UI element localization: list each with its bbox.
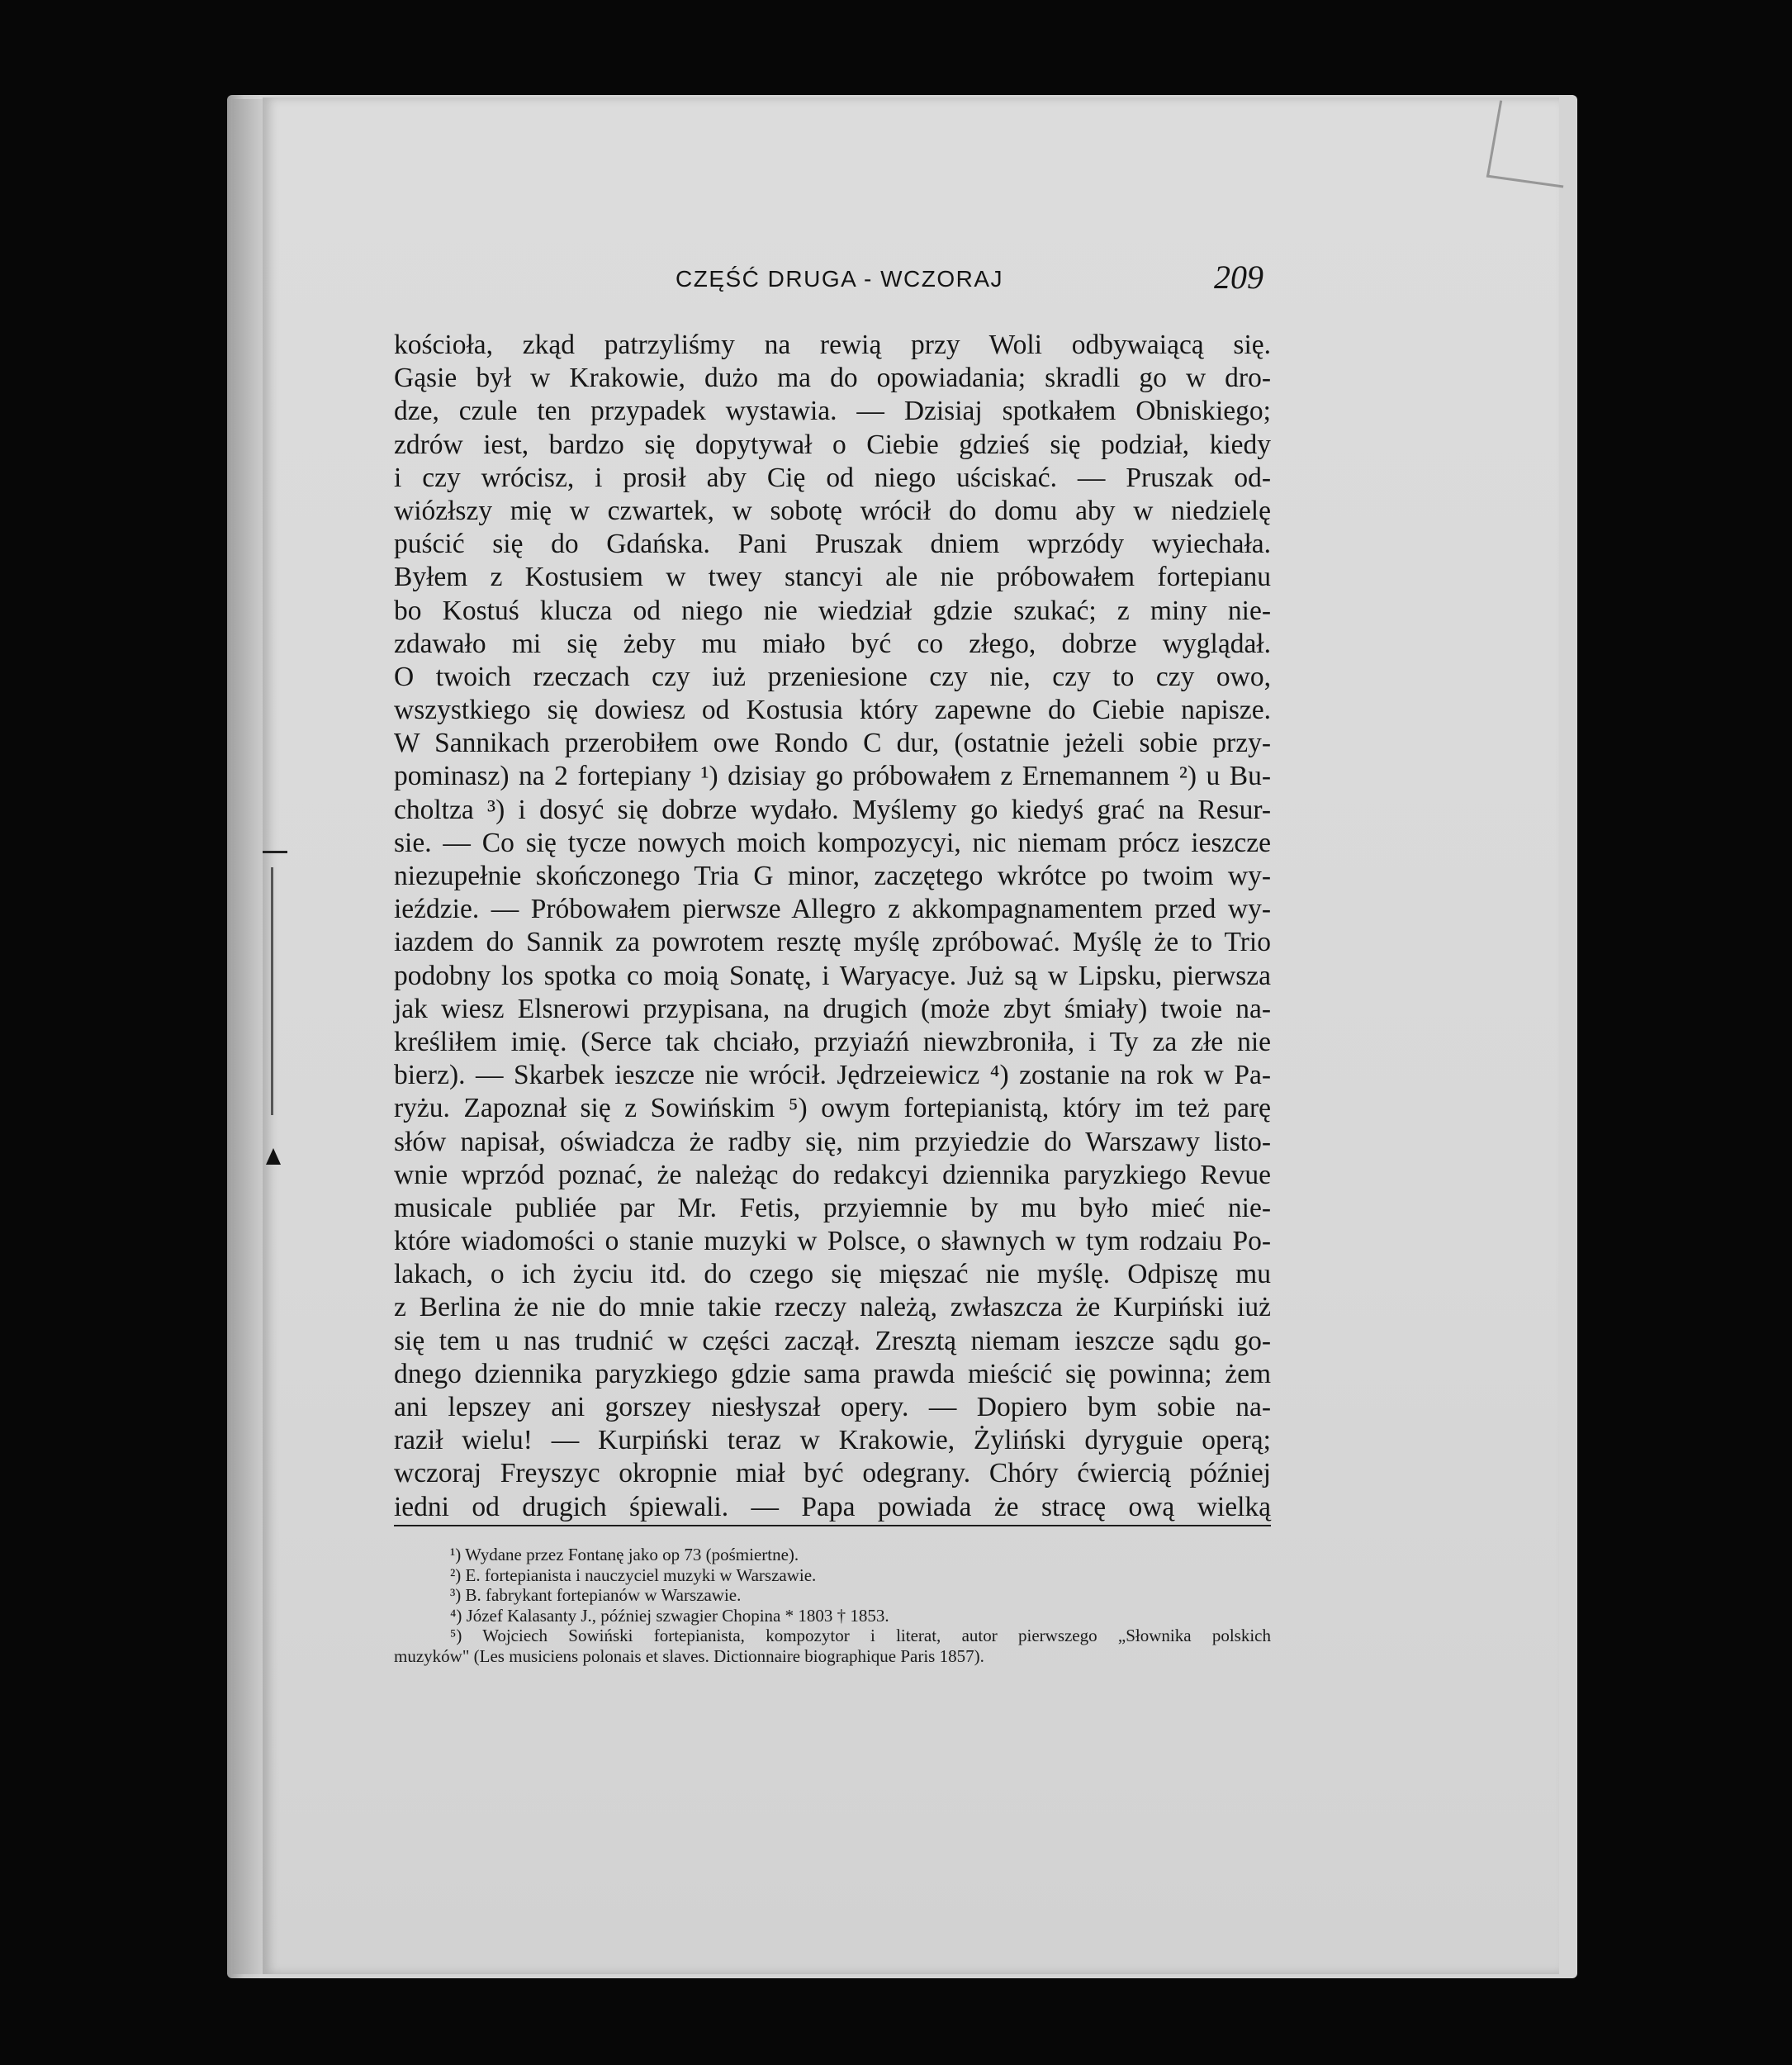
text-line: sie. — Co się tycze nowych moich kompozycyi, nic niemam prócz ieszcze [394,827,1271,858]
text-line: dze, czule ten przypadek wystawia. — Dzisiaj spotkałem Obniskiego; [394,396,1271,427]
running-head: CZĘŚĆ DRUGA - WCZORAJ [676,266,1004,292]
page-number: 209 [1214,259,1263,296]
text-line: zdrów iest, bardzo się dopytywał o Ciebie gdzieś się podział, kiedy [394,429,1271,460]
footnotes [394,1545,1271,1666]
footnote: ⁴) Józef Kalasanty J., później szwagier Chopina * 1803 † 1853. [450,1605,889,1626]
footnote: ¹) Wydane przez Fontanę jako op 73 (pośmiertne). [450,1545,799,1564]
text-line: zdawało mi się żeby mu miało być co złego, dobrze wyglądał. [394,628,1271,659]
footnote-rule [394,1525,1271,1526]
text-line: ryżu. Zapoznał się z Sowińskim ⁵) owym fortepianistą, który im też parę [394,1093,1271,1124]
folded-corner [1486,100,1576,188]
footnote: ²) E. fortepianista i nauczyciel muzyki w Warszawie. [450,1564,817,1585]
text-line: wiózłszy mię w czwartek, w sobotę wrócił do domu aby w niedzielę [394,495,1271,526]
text-line: z Berlina że nie do mnie takie rzeczy należą, zwłaszcza że Kurpiński iuż [394,1292,1271,1323]
text-line: puścić się do Gdańska. Pani Pruszak dniem wprzódy wyiechała. [394,529,1271,560]
text-line: które wiadomości o stanie muzyki w Polsce, o sławnych w tym rodzaiu Po- [394,1226,1271,1257]
footnote: ³) B. fabrykant fortepianów w Warszawie. [450,1585,742,1605]
text-line: raził wielu! — Kurpiński teraz w Krakowie, Żyliński dyryguie operą; [394,1425,1271,1456]
text-line: podobny los spotka co moią Sonatę, i Waryacye. Już są w Lipsku, pierwsza [394,960,1271,991]
text-line: bo Kostuś klucza od niego nie wiedział gdzie szukać; z miny nie- [394,595,1271,626]
text-line: O twoich rzeczach czy iuż przeniesione czy nie, czy to czy owo, [394,661,1271,692]
footnote: ⁵) Wojciech Sowiński fortepianista, kompozytor i literat, autor pierwszego „Słownika polskich [450,1626,1271,1645]
text-line: bierz). — Skarbek ieszcze nie wrócił. Jędrzeiewicz ⁴) zostanie na rok w Pa- [394,1060,1271,1091]
spine-triangle-mark [266,1148,281,1165]
text-line: Gąsie był w Krakowie, dużo ma do opowiadania; skradli go w dro- [394,363,1271,394]
text-line: słów napisał, oświadcza że radby się, nim przyiedzie do Warszawy listo- [394,1126,1271,1157]
text-line: lakach, o ich życiu itd. do czego się mięszać nie myślę. Odpiszę mu [394,1259,1271,1290]
text-line: ani lepszey ani gorszey niesłyszał opery. — Dopiero bym sobie na- [394,1392,1271,1422]
text-line: wczoraj Freyszyc okropnie miał być odegrany. Chóry ćwiercią później [394,1458,1271,1489]
spine-crease [271,867,273,1115]
text-line: kościoła, zkąd patrzyliśmy na rewią przy Woli odbywaiącą się. [394,330,1271,360]
text-line: iazdem do Sannik za powrotem resztę myślę zpróbować. Myślę że to Trio [394,927,1271,958]
text-line: wszystkiego się dowiesz od Kostusia który zapewne do Ciebie napisze. [394,695,1271,726]
text-line: choltza ³) i dosyć się dobrze wydało. Myślemy go kiedyś grać na Resur- [394,794,1271,825]
body-text [394,329,1271,1524]
text-line: kreśliłem imię. (Serce tak chciało, przyiaźń niewzbroniła, i Ty za złe nie [394,1026,1271,1057]
text-line: musicale publiée par Mr. Fetis, przyiemnie by mu było mieć nie- [394,1192,1271,1223]
text-line: iedni od drugich śpiewali. — Papa powiada że stracę ową wielką [394,1491,1271,1522]
page-gutter [232,99,265,1974]
text-line: się tem u nas trudnić w części zaczął. Zresztą niemam ieszcze sądu go- [394,1325,1271,1356]
text-line: Byłem z Kostusiem w twey stancyi ale nie próbowałem fortepianu [394,562,1271,593]
text-line: ieździe. — Próbowałem pierwsze Allegro z akkompagnamentem przed wy- [394,894,1271,925]
text-line: niezupełnie skończonego Tria G minor, zaczętego wkrótce po twoim wy- [394,861,1271,891]
footnote-continuation: muzyków" (Les musiciens polonais et slaves. Dictionnaire biographique Paris 1857). [394,1645,984,1666]
text-line: wnie wprzód poznać, że należąc do redakcyi dziennika paryzkiego Revue [394,1159,1271,1190]
text-line: pominasz) na 2 fortepiany ¹) dzisiay go próbowałem z Ernemannem ²) u Bu- [394,761,1271,792]
spine-mark [263,851,287,853]
text-line: W Sannikach przerobiłem owe Rondo C dur, (ostatnie jeżeli sobie przy- [394,728,1271,759]
text-line: i czy wrócisz, i prosił aby Cię od niego uściskać. — Pruszak od- [394,462,1271,493]
text-line: dnego dziennika paryzkiego gdzie sama prawda mieścić się powinna; żem [394,1358,1271,1389]
text-line: jak wiesz Elsnerowi przypisana, na drugich (może zbyt śmiały) twoie na- [394,993,1271,1024]
